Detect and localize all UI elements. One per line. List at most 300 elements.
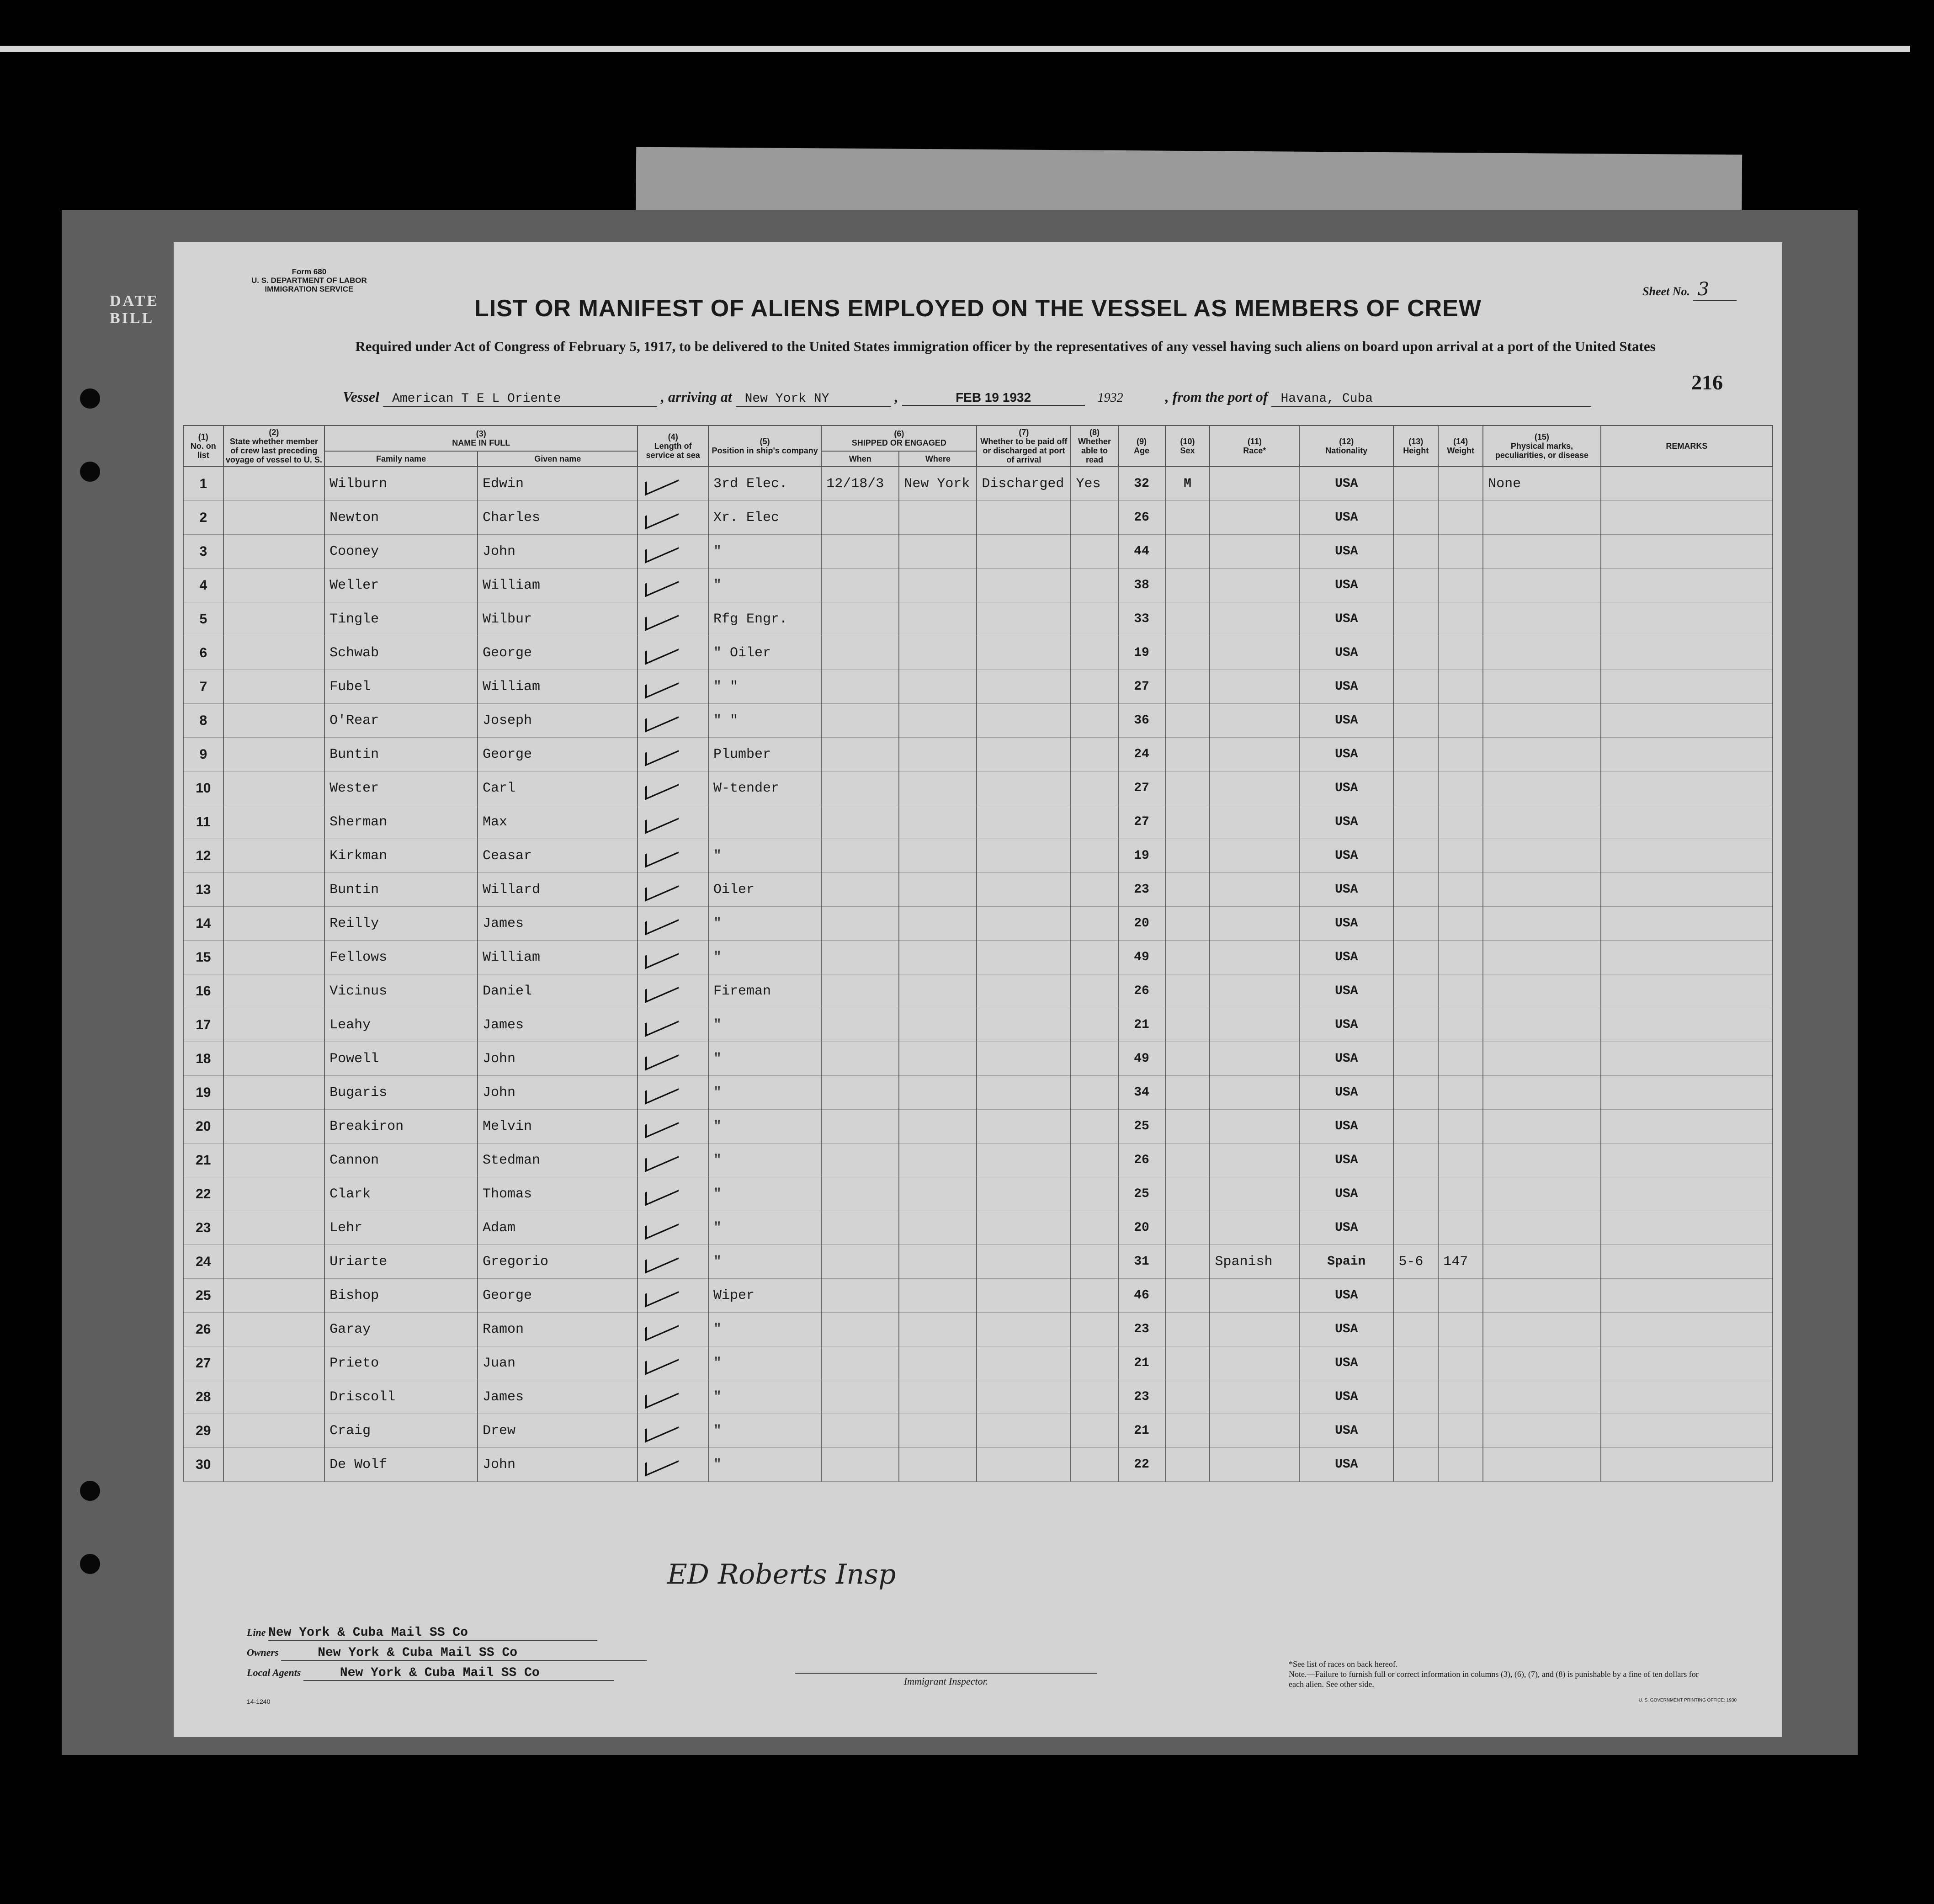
cell-no: 17 — [183, 1008, 223, 1042]
cell-sex — [1165, 771, 1210, 805]
cell-discharged — [977, 1042, 1071, 1076]
cell-discharged — [977, 1448, 1071, 1482]
cell-race — [1210, 1448, 1299, 1482]
checkmark-icon — [645, 1009, 679, 1037]
cell-marks — [1483, 1346, 1601, 1380]
table-row — [183, 1279, 1773, 1313]
cell-nationality: USA — [1299, 738, 1393, 771]
cell-where — [899, 1346, 977, 1380]
cell-height — [1393, 467, 1438, 501]
cell-no: 23 — [183, 1211, 223, 1245]
remarks-cell — [1601, 670, 1773, 704]
table-row — [183, 1211, 1773, 1245]
previous-voyage-cell — [223, 738, 325, 771]
cell-height — [1393, 501, 1438, 535]
cell-position: " — [708, 1245, 821, 1279]
cell-discharged — [977, 1414, 1071, 1448]
cell-when — [821, 1211, 899, 1245]
cell-when — [821, 1448, 899, 1482]
owners-label: Owners — [247, 1647, 279, 1658]
cell-family: Kirkman — [324, 839, 478, 873]
col-age: (9) Age — [1118, 425, 1165, 467]
previous-voyage-cell — [223, 805, 325, 839]
cell-family: Bishop — [324, 1279, 478, 1313]
col-sex: (10) Sex — [1165, 425, 1210, 467]
cell-discharged — [977, 873, 1071, 907]
cell-given: George — [478, 636, 638, 670]
cell-nationality: USA — [1299, 1042, 1393, 1076]
table-row — [183, 670, 1773, 704]
cell-read — [1071, 1245, 1118, 1279]
cell-given: John — [478, 1042, 638, 1076]
cell-discharged — [977, 974, 1071, 1008]
checkmark-icon — [645, 535, 679, 563]
checkmark-icon — [645, 772, 679, 800]
cell-nationality: USA — [1299, 805, 1393, 839]
cell-race — [1210, 805, 1299, 839]
cell-position: " — [708, 1414, 821, 1448]
cell-family: Prieto — [324, 1346, 478, 1380]
cell-weight — [1438, 771, 1483, 805]
cell-nationality: USA — [1299, 602, 1393, 636]
cell-age: 23 — [1118, 1313, 1165, 1346]
cell-where — [899, 1279, 977, 1313]
cell-marks — [1483, 907, 1601, 941]
cell-where — [899, 1143, 977, 1177]
cell-no: 22 — [183, 1177, 223, 1211]
cell-nationality: USA — [1299, 1414, 1393, 1448]
cell-read — [1071, 1110, 1118, 1143]
cell-weight — [1438, 1279, 1483, 1313]
table-row — [183, 467, 1773, 501]
cell-age: 49 — [1118, 941, 1165, 974]
table-row — [183, 1008, 1773, 1042]
cell-age: 21 — [1118, 1346, 1165, 1380]
cell-age: 21 — [1118, 1414, 1165, 1448]
previous-voyage-cell — [223, 1245, 325, 1279]
cell-marks — [1483, 1414, 1601, 1448]
back-tab-label: DATE BILL — [110, 293, 159, 327]
document-title: LIST OR MANIFEST OF ALIENS EMPLOYED ON THE VESSEL AS MEMBERS OF CREW — [474, 295, 1482, 322]
cell-height — [1393, 569, 1438, 602]
cell-when — [821, 535, 899, 569]
cell-sex — [1165, 1414, 1210, 1448]
checkmark-icon — [645, 1245, 679, 1273]
previous-voyage-cell — [223, 1177, 325, 1211]
cell-discharged — [977, 1279, 1071, 1313]
cell-marks — [1483, 1211, 1601, 1245]
cell-weight — [1438, 569, 1483, 602]
col-when: When — [821, 451, 899, 467]
cell-age: 44 — [1118, 535, 1165, 569]
cell-family: Lehr — [324, 1211, 478, 1245]
checkmark-icon — [645, 1042, 679, 1070]
cell-where — [899, 602, 977, 636]
sheet-value: 3 — [1693, 279, 1737, 301]
cell-height: 5-6 — [1393, 1245, 1438, 1279]
remarks-cell — [1601, 1177, 1773, 1211]
cell-age: 23 — [1118, 873, 1165, 907]
cell-weight — [1438, 1346, 1483, 1380]
col-where: Where — [899, 451, 977, 467]
cell-where — [899, 501, 977, 535]
cell-age: 36 — [1118, 704, 1165, 738]
previous-voyage-cell — [223, 974, 325, 1008]
cell-age: 34 — [1118, 1076, 1165, 1110]
cell-race — [1210, 1143, 1299, 1177]
cell-family: Sherman — [324, 805, 478, 839]
checkmark-icon — [645, 840, 679, 867]
cell-height — [1393, 535, 1438, 569]
service-checkmark — [638, 1313, 708, 1346]
cell-given: John — [478, 1076, 638, 1110]
previous-voyage-cell — [223, 602, 325, 636]
agents-label: Local Agents — [247, 1667, 301, 1678]
service-checkmark — [638, 1245, 708, 1279]
cell-height — [1393, 1110, 1438, 1143]
cell-race — [1210, 1008, 1299, 1042]
cell-no: 11 — [183, 805, 223, 839]
remarks-cell — [1601, 738, 1773, 771]
service-checkmark — [638, 1110, 708, 1143]
cell-age: 32 — [1118, 467, 1165, 501]
previous-voyage-cell — [223, 1110, 325, 1143]
cell-race — [1210, 636, 1299, 670]
cell-position: W-tender — [708, 771, 821, 805]
cell-marks — [1483, 1110, 1601, 1143]
cell-marks — [1483, 602, 1601, 636]
checkmark-icon — [645, 806, 679, 834]
remarks-cell — [1601, 907, 1773, 941]
cell-height — [1393, 602, 1438, 636]
previous-voyage-cell — [223, 1313, 325, 1346]
cell-read — [1071, 771, 1118, 805]
cell-family: Wester — [324, 771, 478, 805]
cell-position: " — [708, 907, 821, 941]
table-row — [183, 839, 1773, 873]
inspector-line: Immigrant Inspector. — [795, 1673, 1097, 1687]
sheet-label: Sheet No. — [1642, 285, 1690, 298]
form-id — [251, 267, 367, 293]
cell-weight — [1438, 873, 1483, 907]
cell-race — [1210, 907, 1299, 941]
cell-where — [899, 805, 977, 839]
cell-sex — [1165, 670, 1210, 704]
checkmark-icon — [645, 1415, 679, 1442]
cell-marks — [1483, 1042, 1601, 1076]
remarks-cell — [1601, 805, 1773, 839]
cell-read — [1071, 501, 1118, 535]
cell-weight — [1438, 1143, 1483, 1177]
fine-note: Note.—Failure to furnish full or correct information in columns (3), (6), (7), and (8) is punishable by a fine of ten dollars for each alien. See other side. — [1289, 1670, 1699, 1689]
cell-age: 26 — [1118, 501, 1165, 535]
binder-hole — [80, 1554, 100, 1574]
remarks-cell — [1601, 941, 1773, 974]
cell-discharged — [977, 1076, 1071, 1110]
cell-discharged — [977, 1177, 1071, 1211]
cell-family: Uriarte — [324, 1245, 478, 1279]
cell-nationality: USA — [1299, 501, 1393, 535]
checkmark-icon — [645, 1212, 679, 1239]
cell-family: Schwab — [324, 636, 478, 670]
cell-age: 25 — [1118, 1110, 1165, 1143]
remarks-cell — [1601, 974, 1773, 1008]
cell-position: " — [708, 839, 821, 873]
cell-family: Vicinus — [324, 974, 478, 1008]
cell-read — [1071, 907, 1118, 941]
cell-nationality: USA — [1299, 1008, 1393, 1042]
cell-race — [1210, 535, 1299, 569]
cell-race — [1210, 1313, 1299, 1346]
cell-weight — [1438, 602, 1483, 636]
cell-height — [1393, 1008, 1438, 1042]
departure-port: Havana, Cuba — [1271, 392, 1591, 407]
cell-where — [899, 1042, 977, 1076]
remarks-cell — [1601, 1076, 1773, 1110]
cell-when — [821, 1414, 899, 1448]
cell-position: " — [708, 1042, 821, 1076]
cell-weight — [1438, 501, 1483, 535]
col-shipped: (6) SHIPPED OR ENGAGED — [821, 425, 977, 451]
cell-height — [1393, 1177, 1438, 1211]
cell-discharged — [977, 941, 1071, 974]
cell-nationality: USA — [1299, 1143, 1393, 1177]
cell-marks — [1483, 1279, 1601, 1313]
cell-marks — [1483, 771, 1601, 805]
table-row — [183, 974, 1773, 1008]
cell-no: 4 — [183, 569, 223, 602]
cell-position: " — [708, 1143, 821, 1177]
service-checkmark — [638, 467, 708, 501]
cell-weight — [1438, 738, 1483, 771]
cell-read — [1071, 974, 1118, 1008]
cell-when — [821, 1313, 899, 1346]
previous-voyage-cell — [223, 535, 325, 569]
remarks-cell — [1601, 1448, 1773, 1482]
table-row — [183, 907, 1773, 941]
arriving-label: , arriving at — [661, 388, 732, 405]
service-checkmark — [638, 1042, 708, 1076]
checkmark-icon — [645, 704, 679, 732]
line-label: Line — [247, 1627, 266, 1638]
service-checkmark — [638, 738, 708, 771]
cell-age: 33 — [1118, 602, 1165, 636]
cell-marks — [1483, 535, 1601, 569]
cell-marks — [1483, 974, 1601, 1008]
cell-given: John — [478, 1448, 638, 1482]
cell-family: Buntin — [324, 873, 478, 907]
checkmark-icon — [645, 468, 679, 495]
cell-sex — [1165, 636, 1210, 670]
cell-when — [821, 1076, 899, 1110]
cell-family: Cooney — [324, 535, 478, 569]
cell-read — [1071, 1279, 1118, 1313]
service-checkmark — [638, 1076, 708, 1110]
form-code: 14-1240 — [247, 1698, 271, 1705]
cell-nationality: USA — [1299, 1076, 1393, 1110]
service-checkmark — [638, 907, 708, 941]
previous-voyage-cell — [223, 1042, 325, 1076]
col-position: (5) Position in ship's company — [708, 425, 821, 467]
col-remarks: REMARKS — [1601, 425, 1773, 467]
cell-height — [1393, 1346, 1438, 1380]
cell-nationality: USA — [1299, 1279, 1393, 1313]
cell-given: Gregorio — [478, 1245, 638, 1279]
cell-discharged — [977, 738, 1071, 771]
checkmark-icon — [645, 1144, 679, 1172]
cell-race — [1210, 974, 1299, 1008]
cell-marks — [1483, 839, 1601, 873]
cell-read — [1071, 636, 1118, 670]
cell-where — [899, 907, 977, 941]
cell-given: Willard — [478, 873, 638, 907]
cell-sex — [1165, 1313, 1210, 1346]
cell-discharged — [977, 771, 1071, 805]
cell-nationality: USA — [1299, 670, 1393, 704]
cell-marks — [1483, 1380, 1601, 1414]
checkmark-icon — [645, 569, 679, 597]
remarks-cell — [1601, 873, 1773, 907]
cell-height — [1393, 1414, 1438, 1448]
cell-marks — [1483, 941, 1601, 974]
previous-voyage-cell — [223, 1279, 325, 1313]
cell-position: " — [708, 1380, 821, 1414]
document-subtitle: Required under Act of Congress of February 5, 1917, to be delivered to the United States immigration officer by the representatives of any vessel having such aliens on board upon arrival at a port of the United States — [355, 338, 1656, 354]
form-service: IMMIGRATION SERVICE — [265, 285, 354, 293]
previous-voyage-cell — [223, 873, 325, 907]
remarks-cell — [1601, 704, 1773, 738]
cell-discharged — [977, 907, 1071, 941]
cell-no: 13 — [183, 873, 223, 907]
table-row — [183, 1380, 1773, 1414]
cell-race — [1210, 1279, 1299, 1313]
cell-given: John — [478, 535, 638, 569]
cell-position: " — [708, 1110, 821, 1143]
table-row — [183, 569, 1773, 602]
previous-voyage-cell — [223, 501, 325, 535]
cell-when — [821, 636, 899, 670]
table-row — [183, 535, 1773, 569]
service-checkmark — [638, 1143, 708, 1177]
cell-no: 24 — [183, 1245, 223, 1279]
service-checkmark — [638, 670, 708, 704]
cell-where — [899, 1448, 977, 1482]
service-checkmark — [638, 974, 708, 1008]
cell-given: Charles — [478, 501, 638, 535]
cell-family: Bugaris — [324, 1076, 478, 1110]
cell-when — [821, 1143, 899, 1177]
cell-when — [821, 1279, 899, 1313]
cell-sex: M — [1165, 467, 1210, 501]
manifest-sheet — [174, 242, 1782, 1737]
cell-sex — [1165, 805, 1210, 839]
table-row — [183, 738, 1773, 771]
col-marks: (15) Physical marks, peculiarities, or disease — [1483, 425, 1601, 467]
cell-no: 16 — [183, 974, 223, 1008]
cell-height — [1393, 805, 1438, 839]
cell-no: 15 — [183, 941, 223, 974]
cell-given: James — [478, 1008, 638, 1042]
cell-height — [1393, 873, 1438, 907]
cell-when — [821, 704, 899, 738]
cell-weight — [1438, 636, 1483, 670]
race-note: *See list of races on back hereof. — [1289, 1659, 1398, 1669]
cell-given: William — [478, 569, 638, 602]
cell-race — [1210, 873, 1299, 907]
cell-height — [1393, 941, 1438, 974]
service-checkmark — [638, 1448, 708, 1482]
vessel-line: Vessel American T E L Oriente , arriving at New York NY , FEB 19 1932 1932 , from the port of Havana, Cuba — [343, 388, 1591, 407]
cell-when — [821, 501, 899, 535]
cell-no: 8 — [183, 704, 223, 738]
cell-when — [821, 805, 899, 839]
cell-discharged — [977, 569, 1071, 602]
cell-sex — [1165, 1042, 1210, 1076]
cell-given: Stedman — [478, 1143, 638, 1177]
cell-read — [1071, 569, 1118, 602]
cell-where — [899, 670, 977, 704]
previous-voyage-cell — [223, 1008, 325, 1042]
cell-sex — [1165, 1211, 1210, 1245]
cell-age: 38 — [1118, 569, 1165, 602]
table-row — [183, 805, 1773, 839]
cell-position: Fireman — [708, 974, 821, 1008]
cell-position: " " — [708, 670, 821, 704]
cell-nationality: USA — [1299, 636, 1393, 670]
cell-when — [821, 670, 899, 704]
vessel-name: American T E L Oriente — [383, 392, 657, 407]
remarks-cell — [1601, 535, 1773, 569]
cell-when — [821, 1380, 899, 1414]
table-row — [183, 1110, 1773, 1143]
cell-marks — [1483, 738, 1601, 771]
cell-nationality: USA — [1299, 974, 1393, 1008]
cell-race — [1210, 670, 1299, 704]
cell-where — [899, 1414, 977, 1448]
cell-age: 21 — [1118, 1008, 1165, 1042]
previous-voyage-cell — [223, 839, 325, 873]
col-family-name: Family name — [324, 451, 478, 467]
cell-nationality: USA — [1299, 1177, 1393, 1211]
arrival-port: New York NY — [736, 392, 891, 407]
cell-no: 18 — [183, 1042, 223, 1076]
cell-read — [1071, 1346, 1118, 1380]
cell-nationality: USA — [1299, 1110, 1393, 1143]
previous-voyage-cell — [223, 1211, 325, 1245]
cell-read — [1071, 1076, 1118, 1110]
cell-nationality: USA — [1299, 1346, 1393, 1380]
cell-position: 3rd Elec. — [708, 467, 821, 501]
cell-height — [1393, 1279, 1438, 1313]
cell-family: Wilburn — [324, 467, 478, 501]
cell-read — [1071, 602, 1118, 636]
checkmark-icon — [645, 873, 679, 901]
cell-height — [1393, 771, 1438, 805]
cell-age: 27 — [1118, 771, 1165, 805]
cell-nationality: USA — [1299, 771, 1393, 805]
cell-read — [1071, 839, 1118, 873]
cell-discharged: Discharged — [977, 467, 1071, 501]
service-checkmark — [638, 873, 708, 907]
cell-no: 3 — [183, 535, 223, 569]
cell-weight — [1438, 805, 1483, 839]
previous-voyage-cell — [223, 1143, 325, 1177]
cell-weight — [1438, 1380, 1483, 1414]
col-race: (11) Race* — [1210, 425, 1299, 467]
cell-discharged — [977, 1346, 1071, 1380]
cell-no: 14 — [183, 907, 223, 941]
cell-race — [1210, 839, 1299, 873]
